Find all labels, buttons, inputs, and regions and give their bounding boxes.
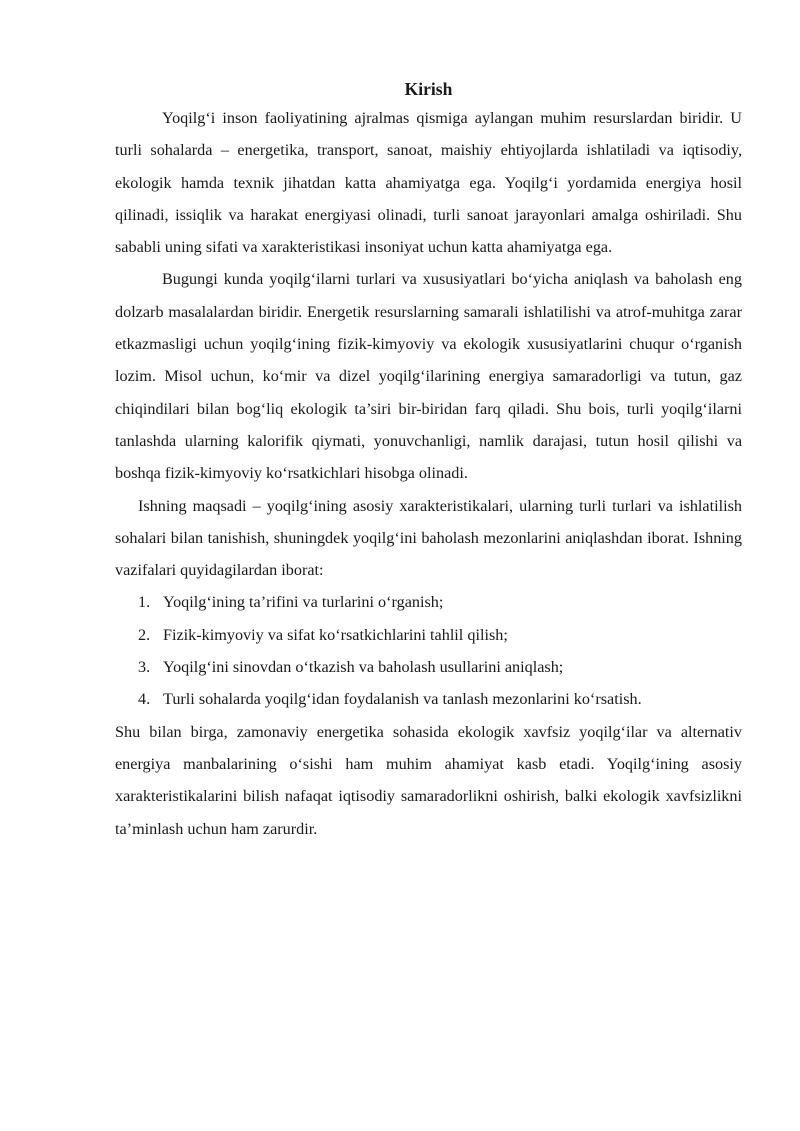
list-item bbox=[115, 586, 742, 618]
list-item-number: 2. bbox=[138, 625, 151, 644]
page-title: Kirish bbox=[404, 79, 453, 99]
list-item-text: Yoqilg‘ining ta’rifini va turlarini o‘rganish; bbox=[163, 593, 444, 612]
relevance-paragraph: Bugungi kunda yoqilg‘ilarni turlari va xususiyatlari bo‘yicha aniqlash va baholash eng dolzarb masalalardan biridir. Energetik resurslarning samarali ishlatilishi va atrof-muhitga zarar etkazmasligi uchun yoqilg‘ining fizik-kimyoviy va ekologik xususiyatlarini chuqur o‘rganish lozim. Misol uchun, ko‘mir va dizel yoqilg‘ilarining energiya samaradorligi va tutun, gaz chiqindilari bilan bog‘liq ekologik ta’siri bir-biridan farq qiladi. Shu bois, turli yoqilg‘ilarni tanlashda ularning kalorifik qiymati, yonuvchanligi, namlik darajasi, tutun hosil qilishi va boshqa fizik-kimyoviy ko‘rsatkichlari hisobga olinadi. bbox=[115, 270, 742, 483]
list-item-text: Turli sohalarda yoqilg‘idan foydalanish va tanlash mezonlarini ko‘rsatish. bbox=[163, 690, 642, 709]
list-item bbox=[115, 651, 742, 683]
tasks-list bbox=[115, 586, 742, 715]
list-item-text: Fizik-kimyoviy va sifat ko‘rsatkichlarini tahlil qilish; bbox=[163, 625, 508, 644]
goal-paragraph: Ishning maqsadi – yoqilg‘ining asosiy xarakteristikalari, ularning turli turlari va ishlatilish sohalari bilan tanishish, shuningdek yoqilg‘ini baholash mezonlarini aniqlashdan iborat. Ishning vazifalari quyidagilardan iborat: bbox=[115, 496, 742, 580]
intro-paragraph: Yoqilg‘i inson faoliyatining ajralmas qismiga aylangan muhim resurslardan biridir. U turli sohalarda – energetika, transport, sanoat, maishiy ehtiyojlarda ishlatiladi va iqtisodiy, ekologik hamda texnik jihatdan katta ahamiyatga ega. Yoqilg‘i yordamida energiya hosil qilinadi, issiqlik va harakat energiyasi olinadi, turli sanoat jarayonlari amalga oshiriladi. Shu sababli uning sifati va xarakteristikasi insoniyat uchun katta ahamiyatga ega. bbox=[115, 109, 742, 257]
list-item bbox=[115, 683, 742, 715]
conclusion-paragraph: Shu bilan birga, zamonaviy energetika sohasida ekologik xavfsiz yoqilg‘ilar va alternativ energiya manbalarining o‘sishi ham muhim ahamiyat kasb etadi. Yoqilg‘ining asosiy xarakteristikalarini bilish nafaqat iqtisodiy samaradorlikni oshirish, balki ekologik xavfsizlikni ta’minlash uchun ham zarurdir. bbox=[115, 722, 742, 838]
list-item-text: Yoqilg‘ini sinovdan o‘tkazish va baholash usullarini aniqlash; bbox=[163, 658, 564, 677]
document-page bbox=[115, 76, 742, 845]
list-item-number: 3. bbox=[138, 658, 151, 677]
list-item-number: 4. bbox=[138, 690, 151, 709]
list-item-number: 1. bbox=[138, 593, 151, 612]
list-item bbox=[115, 619, 742, 651]
